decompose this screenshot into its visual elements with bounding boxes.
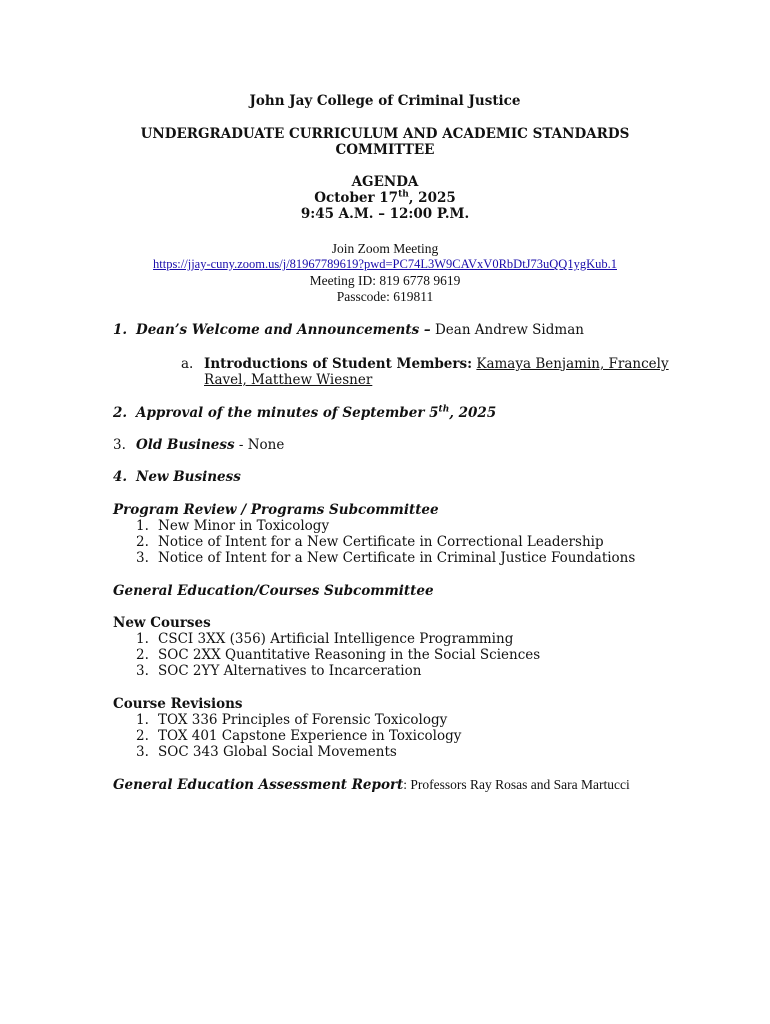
meeting-time: 9:45 A.M. – 12:00 P.M. [300, 206, 470, 222]
pr-item-number: 1. [136, 518, 149, 534]
pr-item: Notice of Intent for a New Certificate in Criminal Justice Foundations [158, 550, 636, 566]
course-revisions-heading: Course Revisions [113, 696, 243, 712]
item1-rest: Dean Andrew Sidman [430, 322, 584, 338]
item3 [136, 437, 284, 453]
date-year: , 2025 [408, 190, 456, 206]
nc-item: SOC 2YY Alternatives to Incarceration [158, 663, 422, 679]
nc-item-number: 3. [136, 663, 149, 679]
pr-item-number: 2. [136, 534, 149, 550]
item2-number: 2. [113, 405, 128, 421]
item2-sup: th [438, 404, 450, 415]
date-sup: th [398, 189, 409, 200]
item1a-title: Introductions of Student Members: [204, 356, 473, 372]
item4-title: New Business [136, 469, 241, 485]
pr-item-number: 3. [136, 550, 149, 566]
cr-item-number: 3. [136, 744, 149, 760]
item1-number: 1. [113, 322, 128, 338]
item1a-names-line2: Ravel, Matthew Wiesner [204, 372, 373, 388]
item3-title: Old Business [136, 437, 235, 453]
zoom-link[interactable] [0, 257, 770, 272]
nc-item-number: 2. [136, 647, 149, 663]
date-main: October 17 [314, 190, 399, 206]
item1a-names-line1: Kamaya Benjamin, Francely [476, 356, 669, 372]
cr-item: TOX 336 Principles of Forensic Toxicology [158, 712, 448, 728]
cr-item: TOX 401 Capstone Experience in Toxicology [158, 728, 462, 744]
item1a [204, 356, 669, 372]
nc-item: SOC 2XX Quantitative Reasoning in the Social Sciences [158, 647, 541, 663]
zoom-join-label: Join Zoom Meeting [331, 241, 439, 256]
nc-item-number: 1. [136, 631, 149, 647]
college-name: John Jay College of Criminal Justice [249, 93, 521, 109]
assessment-rest: : Professors Ray Rosas and Sara Martucci [403, 777, 630, 792]
pr-item: New Minor in Toxicology [158, 518, 330, 534]
item1-title: Dean’s Welcome and Announcements – [136, 322, 431, 338]
pr-item: Notice of Intent for a New Certificate in Correctional Leadership [158, 534, 604, 550]
cr-item-number: 2. [136, 728, 149, 744]
item1a-number: a. [181, 356, 194, 372]
zoom-meeting-id: Meeting ID: 819 6778 9619 [309, 273, 461, 288]
item2-title: Approval of the minutes of September 5 [136, 405, 439, 421]
assessment-line [113, 777, 630, 793]
item2-year: , 2025 [449, 405, 497, 421]
item1 [136, 322, 584, 338]
item3-number: 3. [113, 437, 126, 453]
item2 [136, 405, 496, 421]
meeting-date [0, 190, 770, 206]
cr-item: SOC 343 Global Social Movements [158, 744, 397, 760]
committee-title-line2: COMMITTEE [335, 142, 435, 158]
committee-title-line1: UNDERGRADUATE CURRICULUM AND ACADEMIC STANDARDS [140, 126, 630, 142]
gen-ed-heading: General Education/Courses Subcommittee [113, 583, 434, 599]
program-review-heading: Program Review / Programs Subcommittee [113, 502, 439, 518]
zoom-passcode: Passcode: 619811 [336, 289, 434, 304]
item3-rest: - None [234, 437, 285, 453]
nc-item: CSCI 3XX (356) Artificial Intelligence Programming [158, 631, 514, 647]
assessment-heading: General Education Assessment Report [113, 777, 404, 793]
agenda-title: AGENDA [351, 174, 419, 190]
zoom-url[interactable]: https://jjay-cuny.zoom.us/j/81967789619?pwd=PC74L3W9CAVxV0RbDtJ73uQQ1ygKub.1 [153, 257, 617, 271]
item4-number: 4. [113, 469, 128, 485]
cr-item-number: 1. [136, 712, 149, 728]
new-courses-heading: New Courses [113, 615, 211, 631]
